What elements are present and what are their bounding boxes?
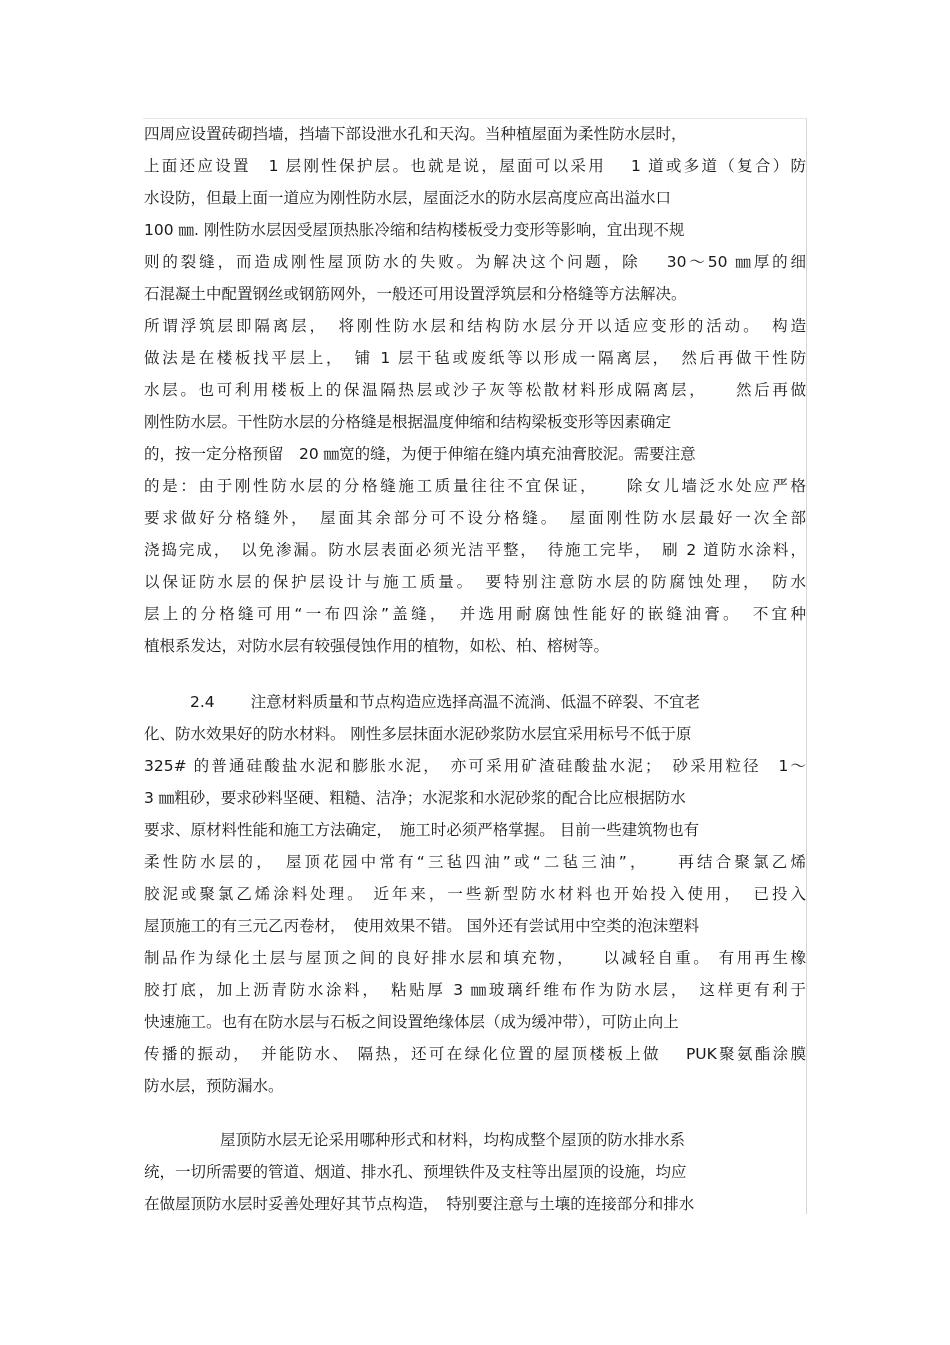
- text-line: 制品作为绿化土层与屋顶之间的良好排水层和填充物， 以减轻自重。 有用再生橡: [144, 949, 806, 967]
- text-line: 化、防水效果好的防水材料。 刚性多层抹面水泥砂浆防水层宜采用标号不低于原: [144, 725, 692, 743]
- text-line: 传播的振动， 并能防水、 隔热，还可在绿化位置的屋顶楼板上做 PUK聚氨酯涂膜: [144, 1045, 806, 1063]
- text-line: 做法是在楼板找平层上， 铺 1 层干毡或废纸等以形成一隔离层， 然后再做干性防: [144, 349, 806, 367]
- text-line: 以保证防水层的保护层设计与施工质量。 要特别注意防水层的防腐蚀处理， 防水: [144, 573, 806, 591]
- text-line: 防水层，预防漏水。: [144, 1077, 284, 1095]
- text-line: 在做屋顶防水层时妥善处理好其节点构造， 特别要注意与土壤的连接部分和排水: [144, 1195, 695, 1213]
- text-line: 浇捣完成， 以免渗漏。防水层表面必须光洁平整， 待施工完毕， 刷 2 道防水涂料，: [144, 541, 806, 559]
- text-line: 325# 的普通硅酸盐水泥和膨胀水泥， 亦可采用矿渣硅酸盐水泥； 砂采用粒径 1～: [144, 757, 806, 775]
- text-line: 的是：由于刚性防水层的分格缝施工质量往往不宜保证， 除女儿墙泛水处应严格: [144, 477, 806, 495]
- text-line: 要求做好分格缝外， 屋面其余部分可不设分格缝。 屋面刚性防水层最好一次全部: [144, 509, 806, 527]
- text-line: 胶泥或聚氯乙烯涂料处理。 近年来，一些新型防水材料也开始投入使用， 已投入: [144, 885, 806, 903]
- text-line: 快速施工。也有在防水层与石板之间设置绝缘体层（成为缓冲带），可防止向上: [144, 1013, 679, 1031]
- text-line: 柔性防水层的， 屋顶花园中常有“三毡四油”或“二毡三油”， 再结合聚氯乙烯: [144, 853, 806, 871]
- text-line: 所谓浮筑层即隔离层， 将刚性防水层和结构防水层分开以适应变形的活动。 构造: [144, 317, 806, 335]
- text-line: 3 ㎜粗砂，要求砂料坚硬、粗糙、洁净；水泥浆和水泥砂浆的配合比应根据防水: [144, 789, 686, 807]
- text-line: 要求、原材料性能和施工方法确定， 施工时必须严格掌握。 目前一些建筑物也有: [144, 821, 700, 839]
- text-line: 统，一切所需要的管道、烟道、排水孔、预埋铁件及支柱等出屋顶的设施，均应: [144, 1163, 687, 1181]
- text-line: 层上的分格缝可用“一布四涂”盖缝， 并选用耐腐蚀性能好的嵌缝油膏。 不宜种: [144, 605, 806, 623]
- text-line: 100 ㎜. 刚性防水层因受屋顶热胀冷缩和结构楼板受力变形等影响，宜出现不规: [144, 221, 685, 239]
- paragraph-3: [144, 1124, 806, 1220]
- text-line: 屋顶施工的有三元乙丙卷材， 使用效果不错。 国外还有尝试用中空类的泡沫塑料: [144, 917, 700, 935]
- text-line: 则的裂缝，而造成刚性屋顶防水的失败。为解决这个问题，除 30～50 ㎜厚的细: [144, 253, 806, 271]
- text-line: 水设防，但最上面一道应为刚性防水层，屋面泛水的防水层高度应高出溢水口: [144, 189, 672, 207]
- text-line: 刚性防水层。干性防水层的分格缝是根据温度伸缩和结构梁板变形等因素确定: [144, 413, 672, 431]
- text-line: 胶打底，加上沥青防水涂料， 粘贴厚 3 ㎜玻璃纤维布作为防水层， 这样更有利于: [144, 981, 806, 999]
- text-line: 植根系发达，对防水层有较强侵蚀作用的植物，如松、柏、榕树等。: [144, 637, 610, 655]
- text-line: 2.4 注意材料质量和节点构造应选择高温不流淌、低温不碎裂、不宜老: [190, 693, 701, 711]
- paragraph-2: [144, 686, 806, 1102]
- text-line: 的，按一定分格预留 20 ㎜宽的缝，为便于伸缩在缝内填充油膏胶泥。需要注意: [144, 445, 696, 463]
- text-line: 四周应设置砖砌挡墙，挡墙下部设泄水孔和天沟。当种植屋面为柔性防水层时，: [144, 125, 687, 143]
- text-line: 石混凝土中配置钢丝或钢筋网外，一般还可用设置浮筑层和分格缝等方法解决。: [144, 285, 687, 303]
- paragraph-1: [144, 118, 806, 662]
- text-line: 上面还应设置 1 层刚性保护层。也就是说，屋面可以采用 1 道或多道（复合）防: [144, 157, 806, 175]
- text-line: 屋顶防水层无论采用哪种形式和材料，均构成整个屋顶的防水排水系: [220, 1131, 686, 1149]
- text-line: 水层。也可利用楼板上的保温隔热层或沙子灰等松散材料形成隔离层， 然后再做: [144, 381, 806, 399]
